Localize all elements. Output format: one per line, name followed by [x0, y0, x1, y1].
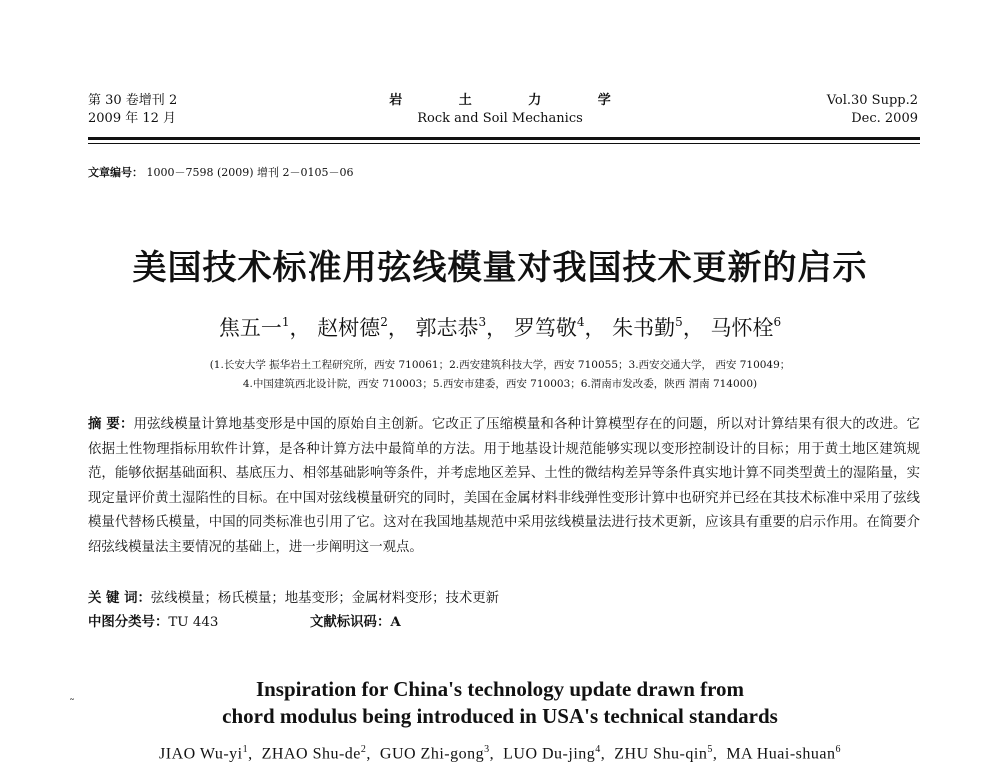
keywords — [88, 587, 499, 606]
author-cn: 朱书勤 — [612, 316, 676, 340]
volume-issue-en: Vol.30 Supp.2 — [826, 93, 918, 108]
author-cn: 赵树德 — [317, 316, 381, 340]
clc-label: 中图分类号： — [88, 614, 169, 630]
abstract-label: 摘 要： — [88, 416, 134, 432]
journal-name-en: Rock and Soil Mechanics — [417, 111, 583, 126]
author-en: ZHAO Shu-de — [261, 745, 361, 763]
author-cn-affil: 1 — [281, 315, 290, 329]
journal-name-cn: 岩 土 力 学 — [389, 93, 637, 108]
volume-issue-cn: 第 30 卷增刊 2 — [88, 93, 178, 108]
paper-title-en-line: Inspiration for China's technology update drawn from — [255, 677, 745, 701]
article-number-label: 文章编号： — [88, 166, 143, 179]
author-en: JIAO Wu-yi — [159, 745, 243, 763]
author-cn: 郭志恭 — [415, 316, 479, 340]
author-cn-affil: 5 — [675, 315, 683, 329]
affiliations-line: 4.中国建筑西北设计院，西安 710003；5.西安市建委，西安 710003；6.渭南市发改委，陕西 渭南 714000) — [242, 378, 758, 390]
date-cn: 2009 年 12 月 — [88, 111, 177, 126]
author-en: ZHU Shu-qin — [614, 745, 708, 763]
header-rule-thin — [88, 143, 920, 144]
clc-value: TU 443 — [168, 615, 219, 630]
paper-title-en — [0, 676, 1000, 730]
article-number — [88, 164, 354, 180]
author-cn: 马怀栓 — [710, 316, 774, 340]
author-en-affil: 4 — [595, 744, 601, 755]
author-cn-affil: 2 — [380, 315, 388, 329]
affiliations-line: (1.长安大学 振华岩土工程研究所，西安 710061；2.西安建筑科技大学，西安 710055；3.西安交通大学， 西安 710049； — [209, 359, 791, 371]
author-cn: 焦五一 — [218, 316, 282, 340]
author-cn-affil: 6 — [773, 315, 782, 329]
author-cn: 罗笃敬 — [513, 316, 577, 340]
clc-number — [88, 611, 218, 630]
author-list-en: JIAO $Wu-yi^1$, ZHAO Shu-$de^2$, GUO Zhi-gong$^3$, LUO Du-jing$^4$, ZHU Shu-qin$^5$, MA Huai-shuan$^6$ — [159, 744, 841, 763]
author-cn-affil: 4 — [576, 315, 585, 329]
author-en: GUO Zhi-gong — [379, 745, 485, 763]
paper-title-cn: 美国技术标准用弦线模量对我国技术更新的启示 — [132, 248, 868, 288]
document-code — [310, 611, 401, 630]
author-en-affil: 3 — [484, 744, 490, 755]
date-en: Dec. 2009 — [851, 111, 918, 126]
journal-volume-issue-en — [827, 92, 918, 128]
abstract — [88, 412, 920, 561]
keywords-label: 关 键 词： — [88, 590, 151, 606]
affiliations — [0, 356, 1000, 394]
paper-title-en-line: chord modulus being introduced in USA's technical standards — [222, 704, 778, 728]
abstract-text: 用弦线模量计算地基变形是中国的原始自主创新。它改正了压缩模量和各种计算模型存在的问题，所以对计算结果有很大的改进。它依据土性物理指标用软件计算，是各种计算方法中最简单的方法。用于地基设计规范能够实现以变形控制设计的目标；用于黄土地区建筑规范，能够依据基础面积、基底压力、相邻基础影响等条件，并考虑地区差异、土性的微结构差异等条件真实地计算不同类型黄土的湿陷量，实现定量评价黄土湿陷性的目标。在中国对弦线模量研究的同时，美国在金属材料非线弹性变形计算中也研究并已经在其技术标准中采用了弦线模量代替杨氏模量，中国的同类标准也引用了它。这对在我国地基规范中采用弦线模量法进行技术更新，应该具有重要的启示作用。在简要介绍弦线模量法主要情况的基础上，进一步阐明这一观点。 — [88, 417, 920, 555]
header-rule-thick — [88, 137, 920, 140]
author-en: MA Huai-shuan — [726, 745, 836, 763]
scan-mark: ˜ — [69, 697, 75, 711]
author-cn-affil: 3 — [478, 315, 487, 329]
author-en-affil: 6 — [835, 744, 841, 755]
author-en-affil: 5 — [707, 744, 713, 755]
article-number-value: 1000－7598 (2009) 增刊 2－0105－06 — [146, 166, 354, 179]
author-en-affil: 1 — [242, 744, 249, 755]
author-list-cn: 焦五一$^1$， 赵树德$^2$， 郭志恭$^3$， 罗笃敬$^4$， 朱书勤$^5$， 马怀栓$^6$ — [218, 315, 782, 340]
document-code-value: A — [390, 614, 401, 630]
author-en: LUO Du-jing — [503, 745, 596, 763]
document-code-label: 文献标识码： — [310, 614, 391, 630]
author-en-affil: 2 — [360, 744, 367, 755]
keywords-text: 弦线模量；杨氏模量；地基变形；金属材料变形；技术更新 — [150, 591, 500, 606]
